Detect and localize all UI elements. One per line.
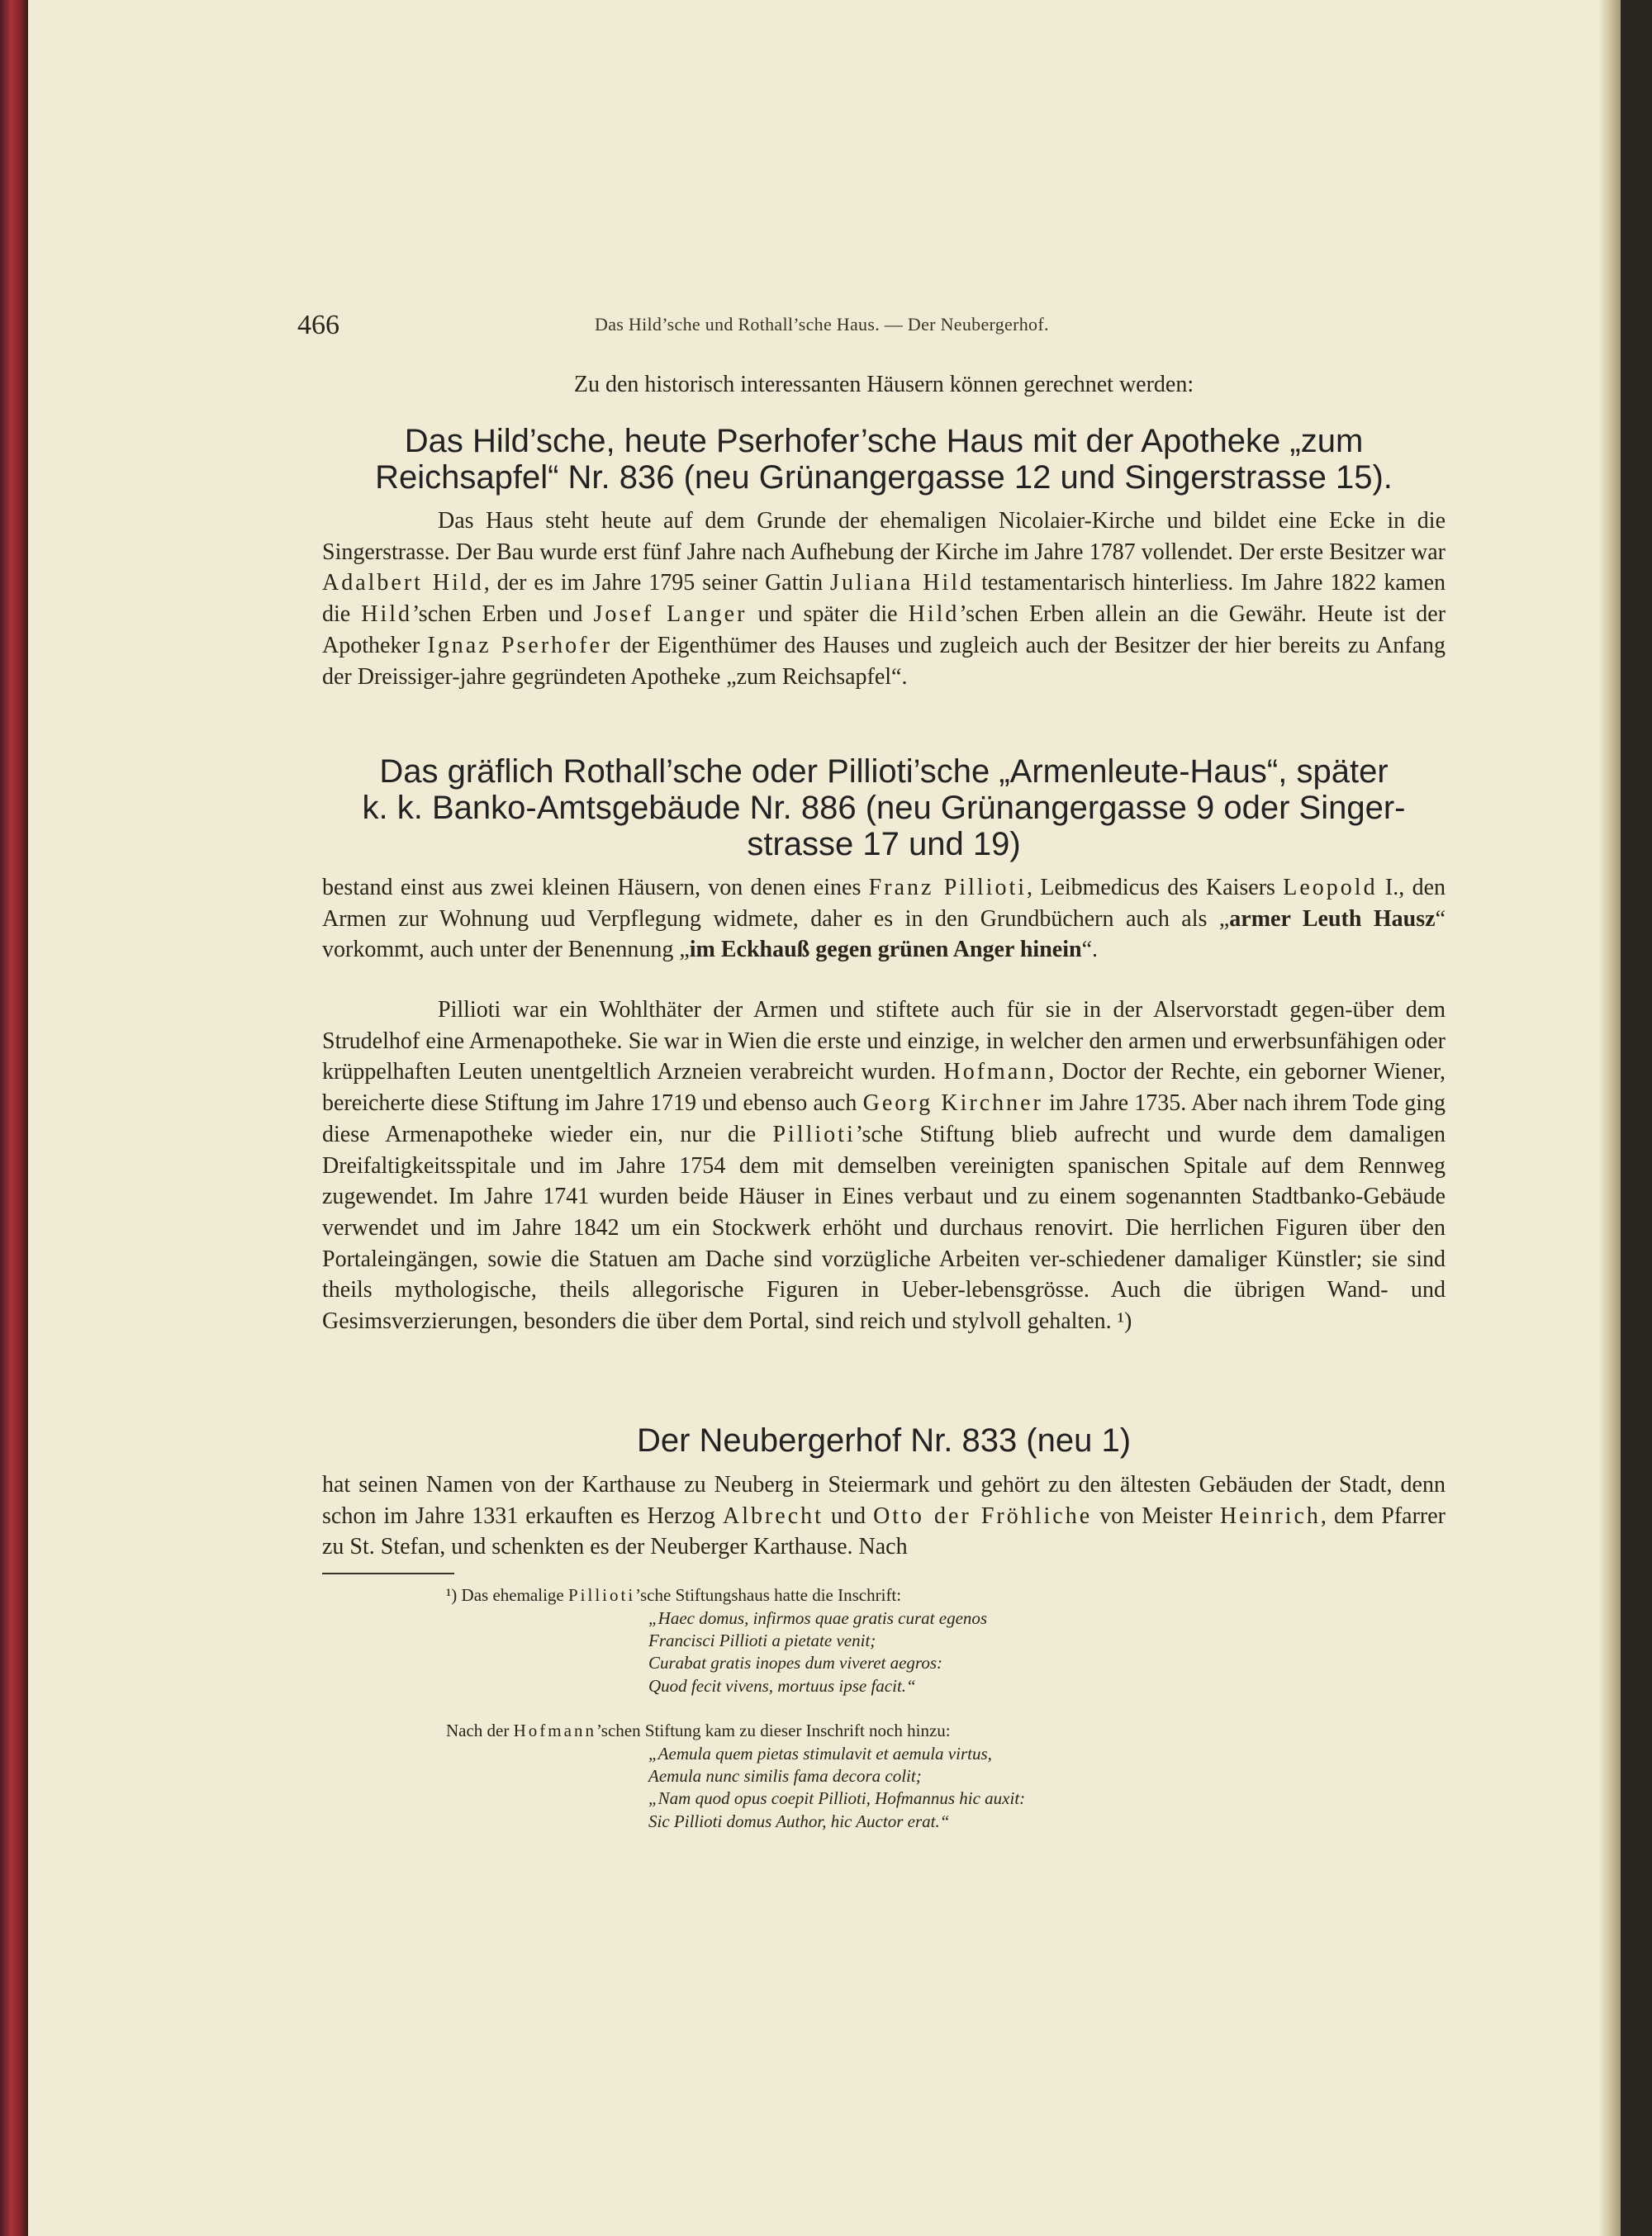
verse-line: Quod fecit vivens, mortuus ipse facit.“ [648, 1675, 916, 1696]
person-name: Otto der Fröhliche [873, 1503, 1093, 1529]
person-name: Leopold [1283, 875, 1378, 900]
footnote-intro [446, 1584, 1446, 1607]
section1-heading [322, 423, 1446, 496]
text-run: , dem Pfarrer zu St. Stefan, und schenkten es der Neuberger Karthause. Nach [322, 1503, 1446, 1560]
footnote-rule [322, 1573, 454, 1574]
text-run: “ vorkommt, auch unter der Benennung „ [322, 905, 1446, 963]
footnote-verse1 [648, 1607, 1392, 1697]
text-run: und [823, 1503, 874, 1529]
book-spine [0, 0, 28, 2236]
section1-heading-line2: Reichsapfel“ Nr. 836 (neu Grünangergasse 12 und Singerstrasse 15). [375, 459, 1393, 496]
verse-line: Aemula nunc similis fama decora colit; [648, 1766, 922, 1787]
page-number: 466 [297, 310, 339, 340]
section2-heading [322, 753, 1446, 862]
text-run: ’schen Erben und [412, 601, 594, 628]
text-run: ’schen Erben allein an die Gewähr. Heute ist der Apotheker [322, 601, 1446, 658]
person-name: Juliana Hild [830, 570, 975, 596]
section3-heading: Der Neubergerhof Nr. 833 (neu 1) [636, 1422, 1132, 1459]
text-run: , Leibmedicus des Kaisers [1027, 875, 1284, 900]
person-name: Josef Langer [593, 601, 748, 628]
verse-line: Francisci Pillioti a pietate venit; [648, 1631, 876, 1651]
page-gutter-shadow [1599, 0, 1621, 2236]
text-run: der Eigenthümer des Hauses und zugleich auch der Besitzer der hier bereits zu Anfang der Dreissiger-jahre gegründeten Apotheke „zum Reichsapfel“. [322, 632, 1446, 690]
text-run: von Meister [1092, 1503, 1220, 1529]
person-name: Hofmann [513, 1721, 596, 1740]
footnote-verse2 [648, 1743, 1408, 1833]
section1-heading-line1: Das Hild’sche, heute Pserhofer’sche Haus mit der Apotheke „zum [404, 423, 1364, 459]
person-name: Hofmann [943, 1059, 1049, 1085]
person-name: Franz Pillioti [868, 875, 1028, 900]
verse-line: „Nam quod opus coepit Pillioti, Hofmannus hic auxit: [648, 1788, 1026, 1809]
section2-paragraph1 [322, 872, 1446, 966]
text-run: testamentarisch hinterliess. Im Jahre 1822 kamen die [322, 570, 1446, 628]
text-run: I., den Armen zur Wohnung uud Verpflegung widmete, daher es in den Grundbüchern auch als „ [322, 875, 1446, 932]
person-name: Adalbert Hild [322, 570, 484, 596]
text-run: , der es im Jahre 1795 seiner Gattin [483, 570, 831, 596]
text-run: und später die [747, 601, 909, 628]
verse-line: „Haec domus, infirmos quae gratis curat egenos [648, 1608, 988, 1628]
verse-line: Sic Pillioti domus Author, hic Auctor erat.“ [648, 1811, 950, 1831]
verse-line: Curabat gratis inopes dum viveret aegros: [648, 1653, 942, 1673]
section2-heading-line1: Das gräflich Rothall’sche oder Pillioti’sche „Armenleute-Haus“, später [379, 753, 1389, 790]
blackletter-phrase: armer Leuth Hausz [1229, 905, 1436, 932]
section1-paragraph [322, 506, 1446, 692]
person-name: Ignaz Pserhofer [427, 632, 613, 658]
verse-line: „Aemula quem pietas stimulavit et aemula virtus, [648, 1744, 992, 1764]
text-run: Nach der [446, 1721, 514, 1740]
text-run: Das Haus steht heute auf dem Grunde der ehemaligen Nicolaier-Kirche und bildet eine Ecke in die Singerstrasse. Der Bau wurde erst fünf Jahre nach Aufhebung der Kirche im Jahre 1787 vollendet. Der erste Besitzer war [322, 508, 1446, 565]
text-run: ’sche Stiftung blieb aufrecht und wurde dem damaligen Dreifaltigkeitsspitale und im Jahre 1754 dem mit demselben vereinigten spanischen Spitale auf dem Rennweg zugewendet. Im Jahre 1741 wurden beide Häuser in Eines verbaut und zu einem sogenannten Stadtbanko-Gebäude verwendet und im Jahre 1842 um ein Stockwerk erhöht und durchaus renovirt. Die herrlichen Figuren über den Portaleingängen, sowie die Statuen am Dache sind vorzügliche Arbeiten ver-schiedener damaliger Künstler; sie sind theils mythologische, theils allegorische Figuren in Ueber-lebensgrösse. Auch die übrigen Wand- und Gesimsverzierungen, besonders die über dem Portal, sind reich und stylvoll gehalten. ¹) [322, 1121, 1446, 1335]
text-run: ’sche Stiftungshaus hatte die Inschrift: [635, 1585, 902, 1605]
section2-heading-line2: k. k. Banko-Amtsgebäude Nr. 886 (neu Grünangergasse 9 oder Singer- [362, 790, 1406, 826]
text-run: , Doctor der Rechte, ein geborner Wiener, bereicherte diese Stiftung im Jahre 1719 und ebenso auch [322, 1059, 1446, 1117]
section2-heading-line3: strasse 17 und 19) [747, 826, 1021, 862]
text-run: ’schen Stiftung kam zu dieser Inschrift noch hinzu: [596, 1721, 951, 1740]
section3-paragraph [322, 1469, 1446, 1563]
person-name: Albrecht [722, 1503, 824, 1529]
section2-paragraph2 [322, 995, 1446, 1337]
person-name: Georg Kirchner [862, 1090, 1043, 1117]
text-run: bestand einst aus zwei kleinen Häusern, von denen eines [322, 875, 869, 900]
running-head: Das Hild’sche und Rothall’sche Haus. — Der Neubergerhof. [595, 314, 1049, 335]
text-run: Pillioti war ein Wohlthäter der Armen und stiftete auch für sie in der Alservorstadt gegen-über dem Strudelhof eine Armenapotheke. Sie war in Wien die erste und einzige, in welcher den armen und erwerbsunfähigen oder krüppelhaften Leuten unentgeltlich Arzneien verabreicht wurden. [322, 997, 1446, 1085]
footnote-middle [446, 1720, 1446, 1742]
person-name: Hild [361, 601, 413, 628]
person-name: Pillioti [567, 1585, 636, 1605]
text-run: ¹) Das ehemalige [446, 1585, 568, 1605]
person-name: Hild [908, 601, 960, 628]
person-name: Heinrich [1219, 1503, 1321, 1529]
intro-line: Zu den historisch interessanten Häusern können gerechnet werden: [573, 372, 1194, 397]
text-run: im Jahre 1735. Aber nach ihrem Tode ging diese Armenapotheke wieder ein, nur die [322, 1090, 1446, 1147]
person-name: Pillioti [772, 1121, 856, 1147]
blackletter-phrase: im Eckhauß gegen grünen Anger hinein [689, 937, 1082, 963]
text-run: “. [1081, 937, 1098, 963]
text-run: hat seinen Namen von der Karthause zu Neuberg in Steiermark und gehört zu den ältesten Gebäuden der Stadt, denn schon im Jahre 1331 erkauften es Herzog [322, 1472, 1446, 1529]
